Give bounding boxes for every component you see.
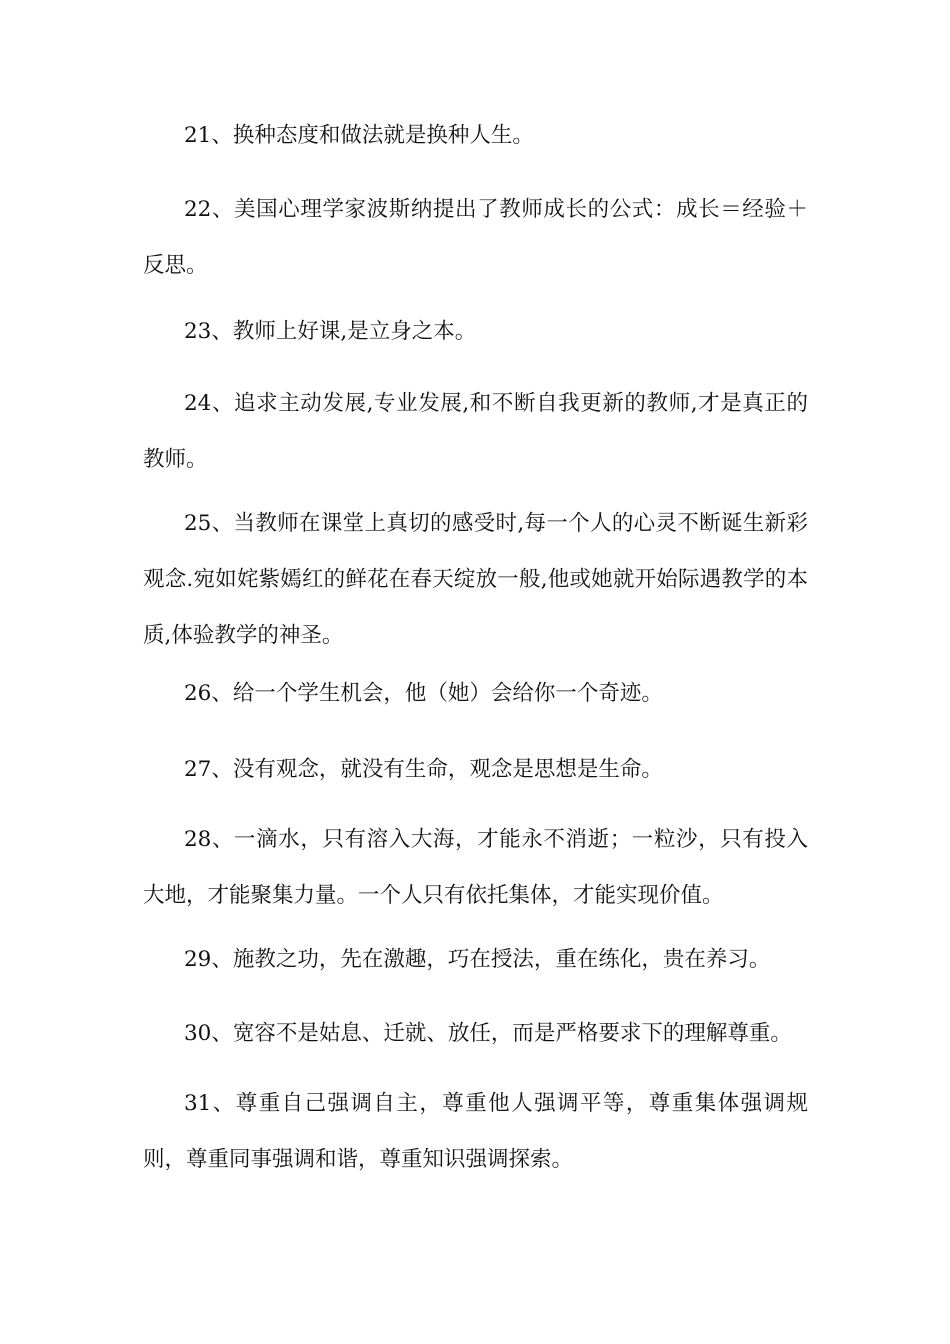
paragraph-31: 31、尊重自己强调自主，尊重他人强调平等，尊重集体强调规则，尊重同事强调和谐，尊重知识强调探索。 [143,1091,808,1172]
paragraph-21: 21、换种态度和做法就是换种人生。 [184,123,534,148]
paragraph-27: 27、没有观念，就没有生命，观念是思想是生命。 [184,757,663,782]
paragraph-23: 23、教师上好课,是立身之本。 [184,319,477,344]
paragraph-26: 26、给一个学生机会，他（她）会给你一个奇迹。 [184,681,663,706]
paragraph-28: 28、一滴水，只有溶入大海，才能永不消逝；一粒沙，只有投入大地，才能聚集力量。一个人只有依托集体，才能实现价值。 [143,827,808,908]
paragraph-25: 25、当教师在课堂上真切的感受时,每一个人的心灵不断诞生新彩观念.宛如姹紫嫣红的鲜花在春天绽放一般,他或她就开始际遇教学的本质,体验教学的神圣。 [143,511,808,648]
paragraph-22: 22、美国心理学家波斯纳提出了教师成长的公式：成长＝经验＋反思。 [143,197,808,278]
paragraph-29: 29、施教之功，先在激趣，巧在授法，重在练化，贵在养习。 [184,947,771,972]
paragraph-30: 30、宽容不是姑息、迁就、放任，而是严格要求下的理解尊重。 [184,1021,792,1046]
paragraph-24: 24、追求主动发展,专业发展,和不断自我更新的教师,才是真正的教师。 [143,391,808,472]
